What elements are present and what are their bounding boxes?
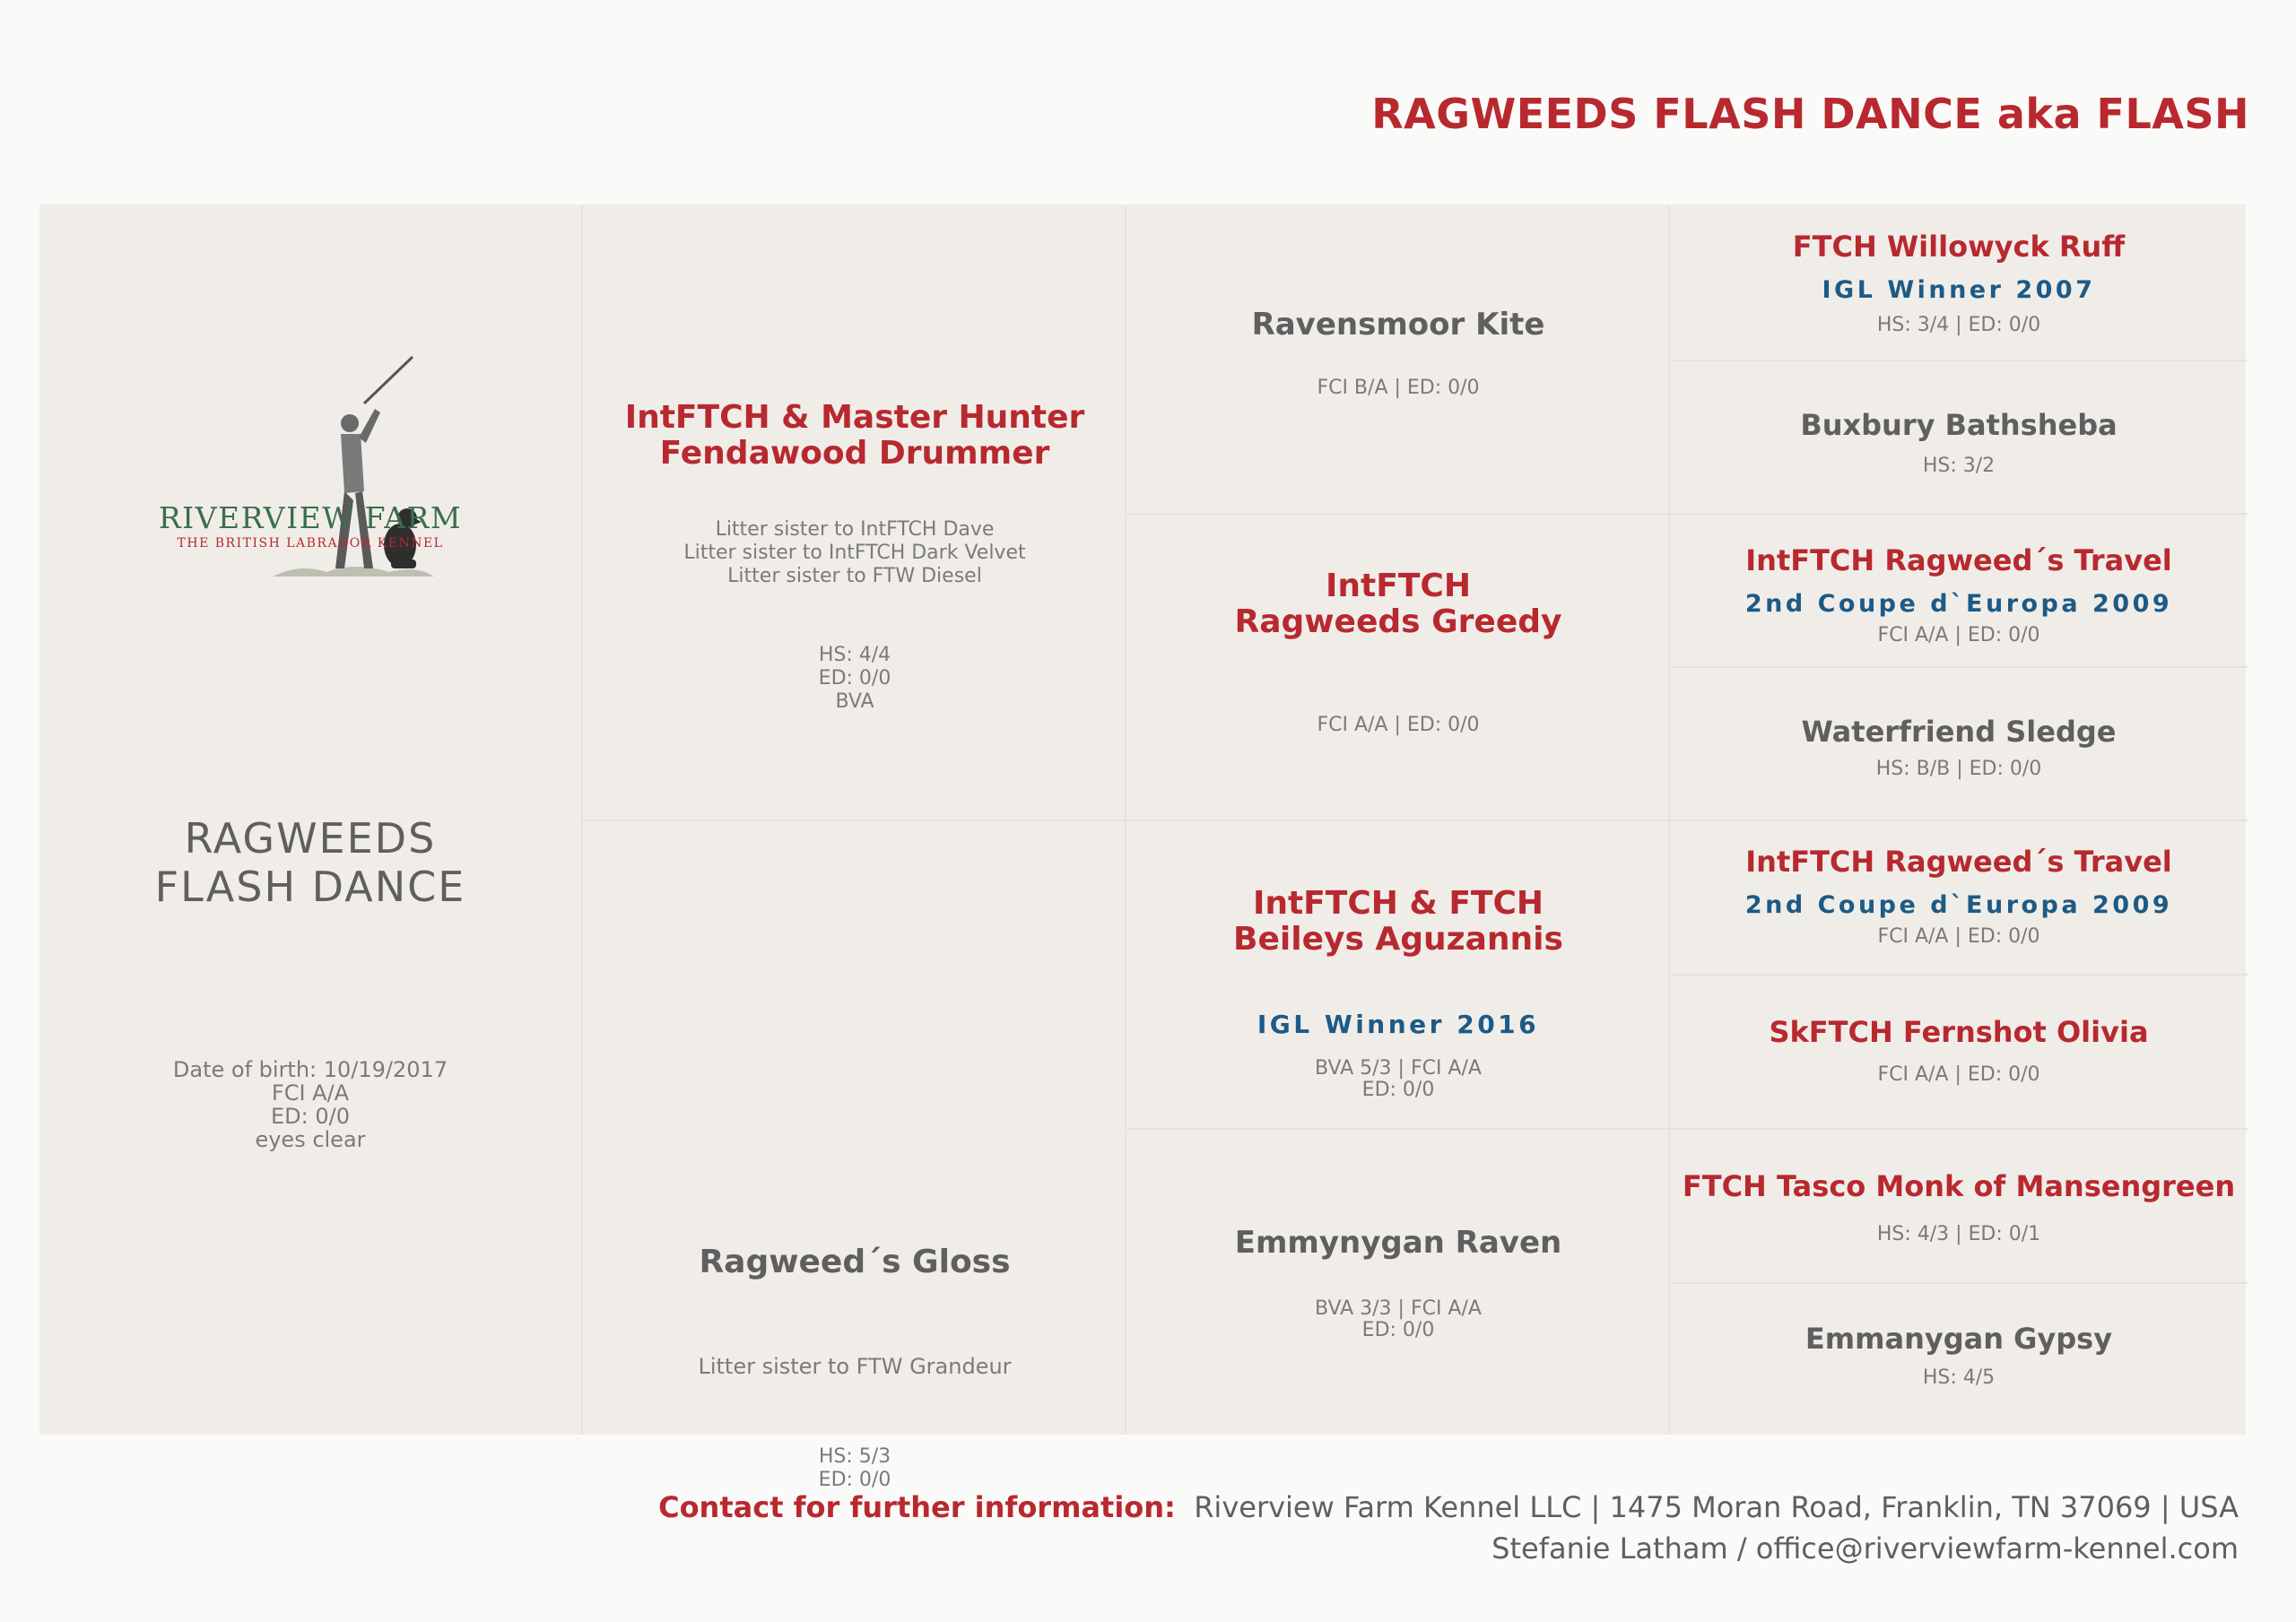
grandparent-name: Ravensmoor Kite [1251,307,1545,343]
grandparent-health: FCI A/A | ED: 0/0 [1317,714,1480,736]
great-grandparent-name: Waterfriend Sledge [1801,715,2117,749]
award-text: IGL Winner 2007 [1822,276,2096,304]
subject-fci: FCI A/A [271,1080,350,1106]
logo-text [39,204,581,581]
grandparent-cell [1126,204,1670,513]
parents-column [581,204,1126,1491]
dam-name: Ragweed´s Gloss [699,1244,1011,1280]
award-text: 2nd Coupe d`Europa 2009 [1744,590,2173,618]
grandparent-name-line1: IntFTCH [1326,568,1471,604]
great-grandparent-name: FTCH Willowyck Ruff [1792,230,2126,264]
subject-eyes: eyes clear [255,1127,366,1152]
grandparent-health: FCI B/A | ED: 0/0 [1317,377,1480,399]
subject-column [39,204,581,1435]
subject-ed: ED: 0/0 [271,1104,350,1129]
subject-details [39,1058,581,1151]
dam-health-hs: HS: 5/3 [818,1445,891,1468]
great-grandparent-health: FCI A/A | ED: 0/0 [1877,925,2040,948]
grandparent-name: Emmynygan Raven [1234,1225,1562,1261]
subject-name [39,814,581,911]
grandparent-cell [1126,513,1670,820]
great-grandparent-name: SkFTCH Fernshot Olivia [1769,1015,2149,1049]
sire-health [583,644,1126,714]
grandparent-health [1126,1058,1670,1101]
subject-name-line2: FLASH DANCE [154,863,466,911]
great-grandparent-name: IntFTCH Ragweed´s Travel [1745,543,2172,577]
award-text: IGL Winner 2016 [1257,1010,1540,1039]
great-grandparent-cell [1670,820,2248,974]
page-title: RAGWEEDS FLASH DANCE aka FLASH [1371,90,2249,138]
great-grandparent-cell [1670,974,2248,1128]
grandparent-name-line2: Ragweeds Greedy [1234,603,1562,640]
grandparent-name-line2: Beileys Aguzannis [1233,921,1563,958]
contact-person: Stefanie Latham / office@riverviewfarm-kennel.com [1492,1531,2239,1566]
dam-note: Litter sister to FTW Grandeur [698,1354,1012,1379]
great-grandparent-health: FCI A/A | ED: 0/0 [1877,1063,2040,1086]
sire-name-line1: IntFTCH & Master Hunter [624,399,1085,436]
great-grandparent-name: Emmanygan Gypsy [1805,1322,2113,1356]
great-grandparent-health: FCI A/A | ED: 0/0 [1877,624,2040,646]
great-grandparent-name: FTCH Tasco Monk of Mansengreen [1682,1169,2236,1203]
sire-health-ed: ED: 0/0 [818,667,891,690]
great-grandparent-health: HS: 3/4 | ED: 0/0 [1876,314,2041,336]
sire-health-hs: HS: 4/4 [818,644,891,666]
great-grandparent-health: HS: 3/2 [1922,455,1996,477]
great-grandparent-cell [1670,666,2248,820]
contact-address: Riverview Farm Kennel LLC | 1475 Moran Road, Franklin, TN 37069 | USA [1194,1490,2239,1524]
grandparent-name [1126,886,1670,958]
grandparent-health-line: BVA 3/3 | FCI A/A [1315,1297,1482,1320]
great-grandparent-name: IntFTCH Ragweed´s Travel [1745,845,2172,879]
grandparent-cell [1126,820,1670,1128]
contact-line-1 [658,1487,2239,1528]
grandparents-column [1125,204,1670,1435]
great-grandparent-health: HS: B/B | ED: 0/0 [1875,758,2042,780]
contact-footer [658,1487,2239,1569]
sire-name-line2: Fendawood Drummer [659,435,1050,472]
great-grandparent-name: Buxbury Bathsheba [1800,408,2118,442]
sire-note: Litter sister to FTW Diesel [727,565,982,587]
sire-note: Litter sister to IntFTCH Dark Velvet [683,542,1026,564]
grandparent-cell [1126,1128,1670,1435]
great-grandparent-cell [1670,1282,2248,1435]
grandparent-health-line: ED: 0/0 [1361,1319,1435,1341]
grandparent-name [1126,568,1670,640]
sire-health-bva: BVA [835,690,874,713]
sire-note: Litter sister to IntFTCH Dave [715,518,995,541]
great-grandparents-column [1668,204,2248,1435]
grandparent-health [1126,1298,1670,1341]
dam-health-ed: ED: 0/0 [818,1469,891,1491]
award-text: 2nd Coupe d`Europa 2009 [1744,891,2173,919]
subject-name-line1: RAGWEEDS [184,814,437,863]
dam-cell [583,820,1126,1491]
sire-notes [583,518,1126,588]
grandparent-health-line: BVA 5/3 | FCI A/A [1315,1057,1482,1080]
great-grandparent-health: HS: 4/5 [1922,1366,1996,1389]
great-grandparent-health: HS: 4/3 | ED: 0/1 [1876,1223,2041,1245]
dam-health [583,1445,1126,1492]
contact-label: Contact for further information: [658,1490,1176,1524]
pedigree-table [39,204,2246,1491]
logo-name: RIVERVIEW FARM [158,500,463,535]
great-grandparent-cell [1670,1128,2248,1282]
logo-tagline: THE BRITISH LABRADOR KENNEL [177,536,444,551]
grandparent-name-line1: IntFTCH & FTCH [1252,885,1544,922]
great-grandparent-cell [1670,360,2248,513]
great-grandparent-cell [1670,513,2248,666]
grandparent-health-line: ED: 0/0 [1361,1079,1435,1101]
sire-name [583,400,1126,472]
sire-cell [583,204,1126,820]
great-grandparent-cell [1670,204,2248,360]
subject-dob: Date of birth: 10/19/2017 [172,1057,448,1082]
